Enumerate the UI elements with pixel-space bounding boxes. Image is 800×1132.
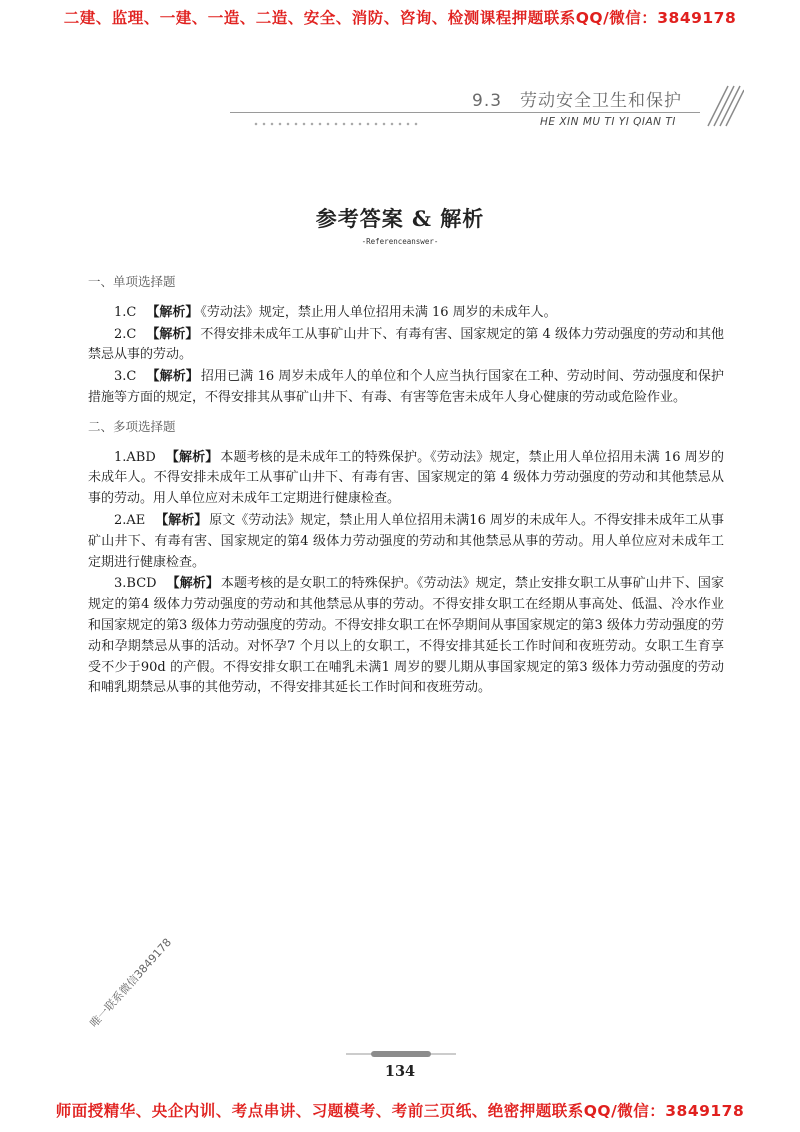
answer-number: 3.BCD bbox=[114, 576, 157, 592]
analysis-tag: 【解析】 bbox=[166, 576, 219, 592]
section-heading-multiple-choice: 二、多项选择题 bbox=[88, 418, 176, 434]
analysis-tag: 【解析】 bbox=[146, 304, 199, 320]
analysis-tag: 【解析】 bbox=[155, 512, 208, 528]
answer-number: 2.AE bbox=[114, 512, 146, 528]
answer-item bbox=[88, 325, 724, 367]
bottom-banner: 师面授精华、央企内训、考点串讲、习题模考、考前三页纸、绝密押题联系QQ/微信：3849178 bbox=[55, 1102, 745, 1120]
analysis-tag: 【解析】 bbox=[146, 369, 199, 385]
analysis-text: 本题考核的是未成年工的特殊保护。《劳动法》规定，禁止用人单位招用未满 16 周岁的未成年人。不得安排未成年工从事矿山井下、有毒有害、国家规定的第 4 级体力劳动强度的劳动和其他禁忌从事的劳动。用人单位应对未成年工定期进行健康检查。 bbox=[88, 449, 724, 507]
page-title: 参考答案 & 解析 bbox=[315, 206, 485, 231]
analysis-text: 本题考核的是女职工的特殊保护。《劳动法》规定，禁止安排女职工从事矿山井下、国家规定的第4 级体力劳动强度的劳动和其他禁忌从事的劳动。不得安排女职工在经期从事高处、低温、冷水作业和国家规定的第3 级体力劳动强度的劳动。不得安排女职工在怀孕期间从事国家规定的第3 级体力劳动强度的劳动和孕期禁忌从事的活动。对怀孕7 个月以上的女职工，不得安排其延长工作时间和夜班劳动。女职工生育享受不少于90d 的产假。不得安排女职工在哺乳未满1 周岁的婴儿期从事国家规定的第3 级体力劳动强度的劳动和哺乳期禁忌从事的其他劳动，不得安排其延长工作时间和夜班劳动。 bbox=[88, 576, 724, 696]
top-banner: 二建、监理、一建、一造、二造、安全、消防、咨询、检测课程押题联系QQ/微信：3849178 bbox=[63, 9, 737, 27]
analysis-tag: 【解析】 bbox=[146, 326, 199, 342]
watermark-text: 唯一联系微信3849178 bbox=[87, 935, 175, 1031]
page-number-decoration bbox=[346, 1050, 456, 1058]
answer-number: 1.ABD bbox=[114, 449, 156, 465]
answer-item bbox=[88, 574, 724, 699]
chapter-header: 9.3 劳动安全卫生和保护 bbox=[472, 91, 683, 111]
analysis-text: 不得安排未成年工从事矿山井下、有毒有害、国家规定的第 4 级体力劳动强度的劳动和其他禁忌从事的劳动。 bbox=[88, 326, 724, 363]
page-number: 134 bbox=[384, 1063, 416, 1080]
analysis-text: 招用已满 16 周岁未成年人的单位和个人应当执行国家在工种、劳动时间、劳动强度和保护措施等方面的规定，不得安排其从事矿山井下、有毒、有害等危害未成年人身心健康的劳动或危险作业。 bbox=[88, 369, 724, 405]
answer-number: 2.C bbox=[114, 326, 137, 342]
analysis-tag: 【解析】 bbox=[165, 449, 219, 465]
section-heading-single-choice: 一、单项选择题 bbox=[88, 274, 176, 289]
header-subtitle: HE XIN MU TI YI QIAN TI bbox=[540, 116, 676, 128]
page-subtitle: -Referenceanswer- bbox=[361, 237, 439, 246]
answer-item bbox=[88, 303, 724, 324]
analysis-text: 《劳动法》规定，禁止用人单位招用未满 16 周岁的未成年人。 bbox=[200, 304, 557, 320]
answer-item bbox=[88, 367, 724, 409]
header-slash-decoration bbox=[700, 82, 744, 128]
header-dots bbox=[252, 122, 422, 126]
analysis-text: 原文《劳动法》规定，禁止用人单位招用未满16 周岁的未成年人。不得安排未成年工从事矿山井下、有毒有害、国家规定的第4 级体力劳动强度的劳动和其他禁忌从事的劳动。用人单位应对未成年工定期进行健康检查。 bbox=[88, 512, 724, 570]
answer-number: 3.C bbox=[114, 369, 137, 385]
header-rule bbox=[230, 112, 700, 113]
answer-content bbox=[88, 272, 724, 700]
answer-item bbox=[88, 448, 724, 510]
answer-item bbox=[88, 511, 724, 573]
answer-number: 1.C bbox=[114, 304, 137, 320]
